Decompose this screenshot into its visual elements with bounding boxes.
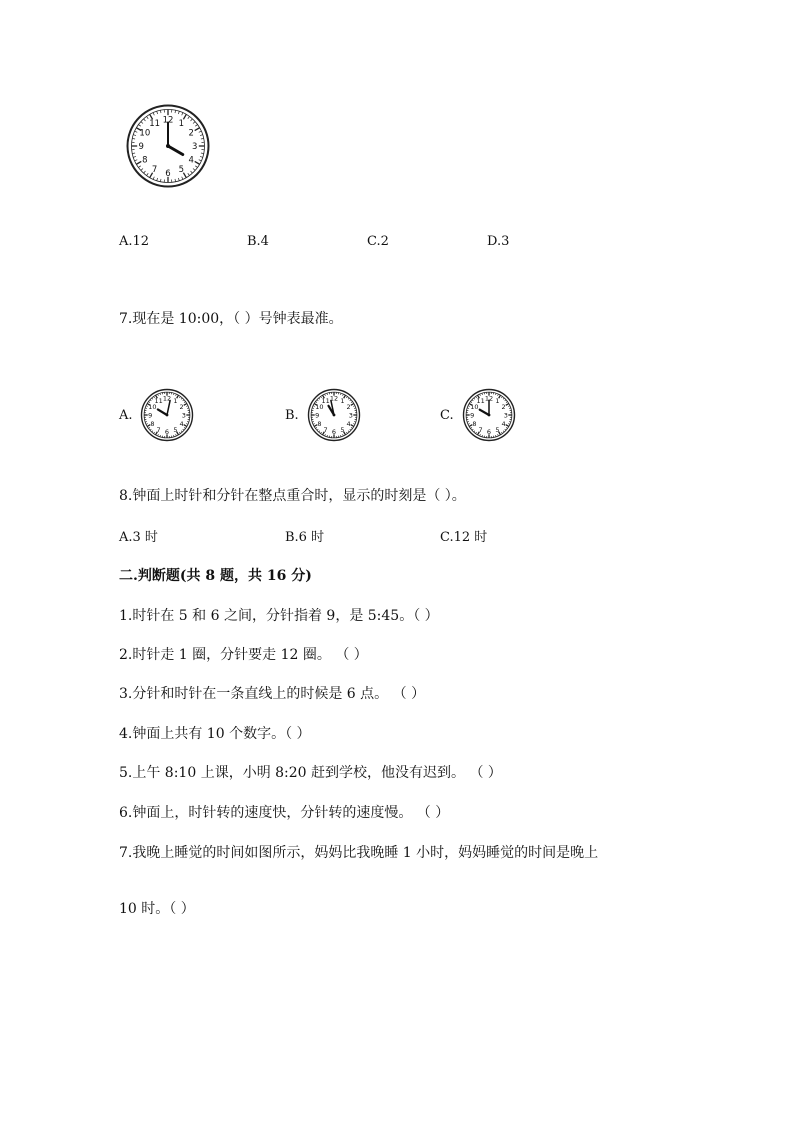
clock-numeral: 11 — [476, 396, 485, 405]
clock-center-pin — [166, 144, 170, 148]
clock-numeral: 5 — [178, 165, 185, 176]
clock-numeral: 4 — [346, 419, 351, 428]
clock-numeral: 3 — [348, 411, 353, 420]
clock-numeral: 7 — [156, 425, 161, 434]
judge-item-4: 4.钟面上共有 10 个数字。（ ） — [119, 726, 311, 742]
q7-option-b-label: B. — [285, 408, 299, 423]
clock-center-pin — [333, 414, 336, 417]
q7-clock-b — [306, 388, 362, 442]
clock-numeral: 10 — [470, 402, 479, 411]
clock-numeral: 4 — [188, 155, 194, 166]
clock-numeral: 7 — [478, 425, 483, 434]
clock-numeral: 3 — [181, 411, 186, 420]
clock-numeral: 11 — [321, 396, 330, 405]
clock-numeral: 8 — [142, 155, 148, 166]
clock-numeral: 4 — [179, 419, 184, 428]
clock-numeral: 4 — [501, 419, 506, 428]
clock-numeral: 8 — [150, 419, 155, 428]
clock-numeral: 8 — [317, 419, 322, 428]
clock-numeral: 12 — [484, 394, 494, 403]
q7-text: 7.现在是 10:00，（ ）号钟表最准。 — [119, 311, 343, 327]
q7-clock-c — [461, 388, 517, 442]
clock-numeral: 9 — [470, 411, 475, 420]
clock-numeral: 9 — [148, 411, 153, 420]
clock-numeral: 1 — [173, 396, 178, 405]
clock-numeral: 12 — [162, 394, 172, 403]
clock-numeral: 1 — [178, 118, 185, 129]
clock-numeral: 1 — [495, 396, 500, 405]
clock-numeral: 10 — [139, 128, 151, 139]
q8-option-c: C.12 时 — [440, 530, 488, 545]
section2-heading: 二.判断题(共 8 题，共 16 分) — [119, 568, 312, 584]
clock-numeral: 12 — [329, 394, 339, 403]
clock-numeral: 2 — [346, 402, 351, 411]
clock-numeral: 7 — [323, 425, 328, 434]
clock-numeral: 8 — [472, 419, 477, 428]
clock-numeral: 2 — [188, 128, 194, 139]
q7-clock-a — [139, 388, 195, 442]
clock-numeral: 12 — [162, 115, 174, 126]
clock-numeral: 5 — [340, 425, 345, 434]
q6-clock — [124, 104, 212, 188]
clock-numeral: 11 — [149, 118, 161, 129]
judge-item-6: 6.钟面上，时针转的速度快，分针转的速度慢。 （ ） — [119, 805, 450, 821]
judge-item-2: 2.时针走 1 圈，分针要走 12 圈。 （ ） — [119, 647, 368, 663]
clock-numeral: 9 — [315, 411, 320, 420]
clock-numeral: 11 — [154, 396, 163, 405]
clock-numeral: 6 — [331, 428, 337, 437]
clock-numeral: 6 — [165, 168, 171, 179]
q7-option-c-label: C. — [440, 408, 454, 423]
clock-numeral: 2 — [179, 402, 184, 411]
clock-numeral: 1 — [340, 396, 345, 405]
judge-item-1: 1.时针在 5 和 6 之间，分针指着 9，是 5:45。（ ） — [119, 608, 439, 624]
clock-numeral: 10 — [315, 402, 324, 411]
clock-center-pin — [166, 414, 169, 417]
judge-item-5: 5.上午 8:10 上课，小明 8:20 赶到学校，他没有迟到。 （ ） — [119, 765, 502, 781]
clock-center-pin — [488, 414, 491, 417]
clock-numeral: 6 — [164, 428, 170, 437]
clock-numeral: 3 — [503, 411, 508, 420]
q7-option-a-label: A. — [119, 408, 133, 423]
clock-numeral: 5 — [495, 425, 500, 434]
q6-option-a: A.12 — [119, 234, 150, 249]
q6-option-b: B.4 — [247, 234, 269, 249]
clock-numeral: 9 — [138, 142, 144, 153]
clock-numeral: 5 — [173, 425, 178, 434]
clock-numeral: 2 — [501, 402, 506, 411]
judge-item-3: 3.分针和时针在一条直线上的时候是 6 点。 （ ） — [119, 686, 426, 702]
q6-option-d: D.3 — [487, 234, 510, 249]
judge-item-7: 7.我晚上睡觉的时间如图所示，妈妈比我晚睡 1 小时，妈妈睡觉的时间是晚上 — [119, 845, 599, 861]
clock-numeral: 10 — [148, 402, 157, 411]
clock-numeral: 3 — [192, 142, 198, 153]
q8-text: 8.钟面上时针和分针在整点重合时，显示的时刻是（ ）。 — [119, 488, 466, 504]
judge-item-7-continued: 10 时。（ ） — [119, 901, 195, 917]
clock-numeral: 7 — [151, 165, 158, 176]
clock-numeral: 6 — [486, 428, 492, 437]
q8-option-b: B.6 时 — [285, 530, 325, 545]
q6-option-c: C.2 — [367, 234, 389, 249]
q8-option-a: A.3 时 — [119, 530, 158, 545]
